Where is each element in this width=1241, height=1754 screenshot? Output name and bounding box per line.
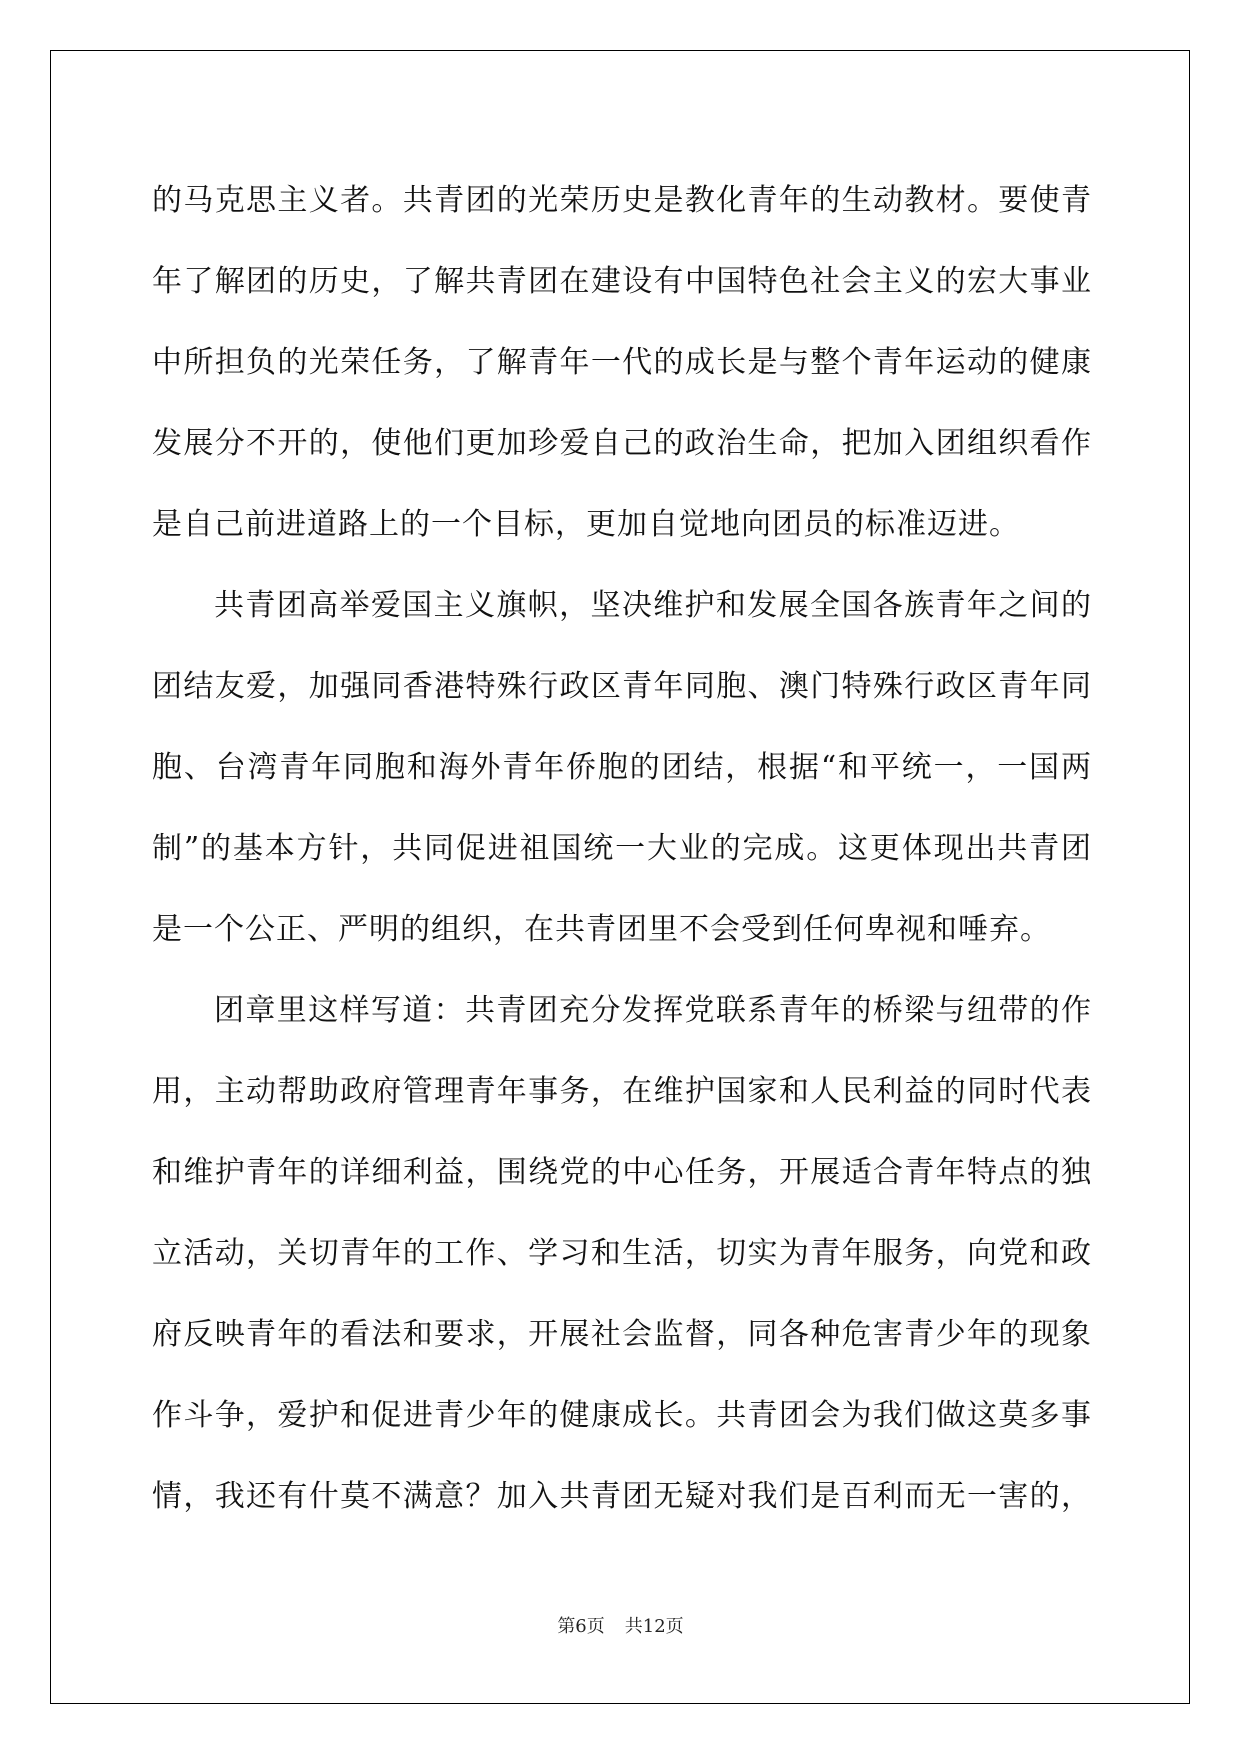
text-line: 胞、台湾青年同胞和海外青年侨胞的团结，根据“和平统一，一国两 xyxy=(152,750,1092,785)
text-line: 和维护青年的详细利益，围绕党的中心任务，开展适合青年特点的独 xyxy=(152,1155,1092,1190)
page-number: 第6页 xyxy=(557,1616,605,1637)
document-body xyxy=(152,160,1092,1537)
text-line: 用，主动帮助政府管理青年事务，在维护国家和人民利益的同时代表 xyxy=(152,1074,1092,1109)
page-footer xyxy=(0,1612,1241,1638)
text-line: 团结友爱，加强同香港特殊行政区青年同胞、澳门特殊行政区青年同 xyxy=(152,669,1092,704)
text-line: 年了解团的历史，了解共青团在建设有中国特色社会主义的宏大事业 xyxy=(152,264,1092,299)
paragraph-start-line: 团章里这样写道：共青团充分发挥党联系青年的桥梁与纽带的作 xyxy=(214,993,1092,1028)
text-line: 作斗争，爱护和促进青少年的健康成长。共青团会为我们做这莫多事 xyxy=(152,1398,1092,1433)
text-line: 的马克思主义者。共青团的光荣历史是教化青年的生动教材。要使青 xyxy=(152,183,1092,218)
text-line: 中所担负的光荣任务，了解青年一代的成长是与整个青年运动的健康 xyxy=(152,345,1092,380)
text-line: 是一个公正、严明的组织，在共青团里不会受到任何卑视和唾弃。 xyxy=(152,912,1051,947)
text-line: 制”的基本方针，共同促进祖国统一大业的完成。这更体现出共青团 xyxy=(152,831,1092,866)
page-total: 共12页 xyxy=(624,1616,684,1637)
text-line: 府反映青年的看法和要求，开展社会监督，同各种危害青少年的现象 xyxy=(152,1317,1092,1352)
text-line: 立活动，关切青年的工作、学习和生活，切实为青年服务，向党和政 xyxy=(152,1236,1092,1271)
text-line: 情，我还有什莫不满意？加入共青团无疑对我们是百利而无一害的， xyxy=(152,1479,1092,1514)
paragraph-start-line: 共青团高举爱国主义旗帜，坚决维护和发展全国各族青年之间的 xyxy=(214,588,1092,623)
text-line: 是自己前进道路上的一个目标，更加自觉地向团员的标准迈进。 xyxy=(152,507,1020,542)
text-line: 发展分不开的，使他们更加珍爱自己的政治生命，把加入团组织看作 xyxy=(152,426,1092,461)
